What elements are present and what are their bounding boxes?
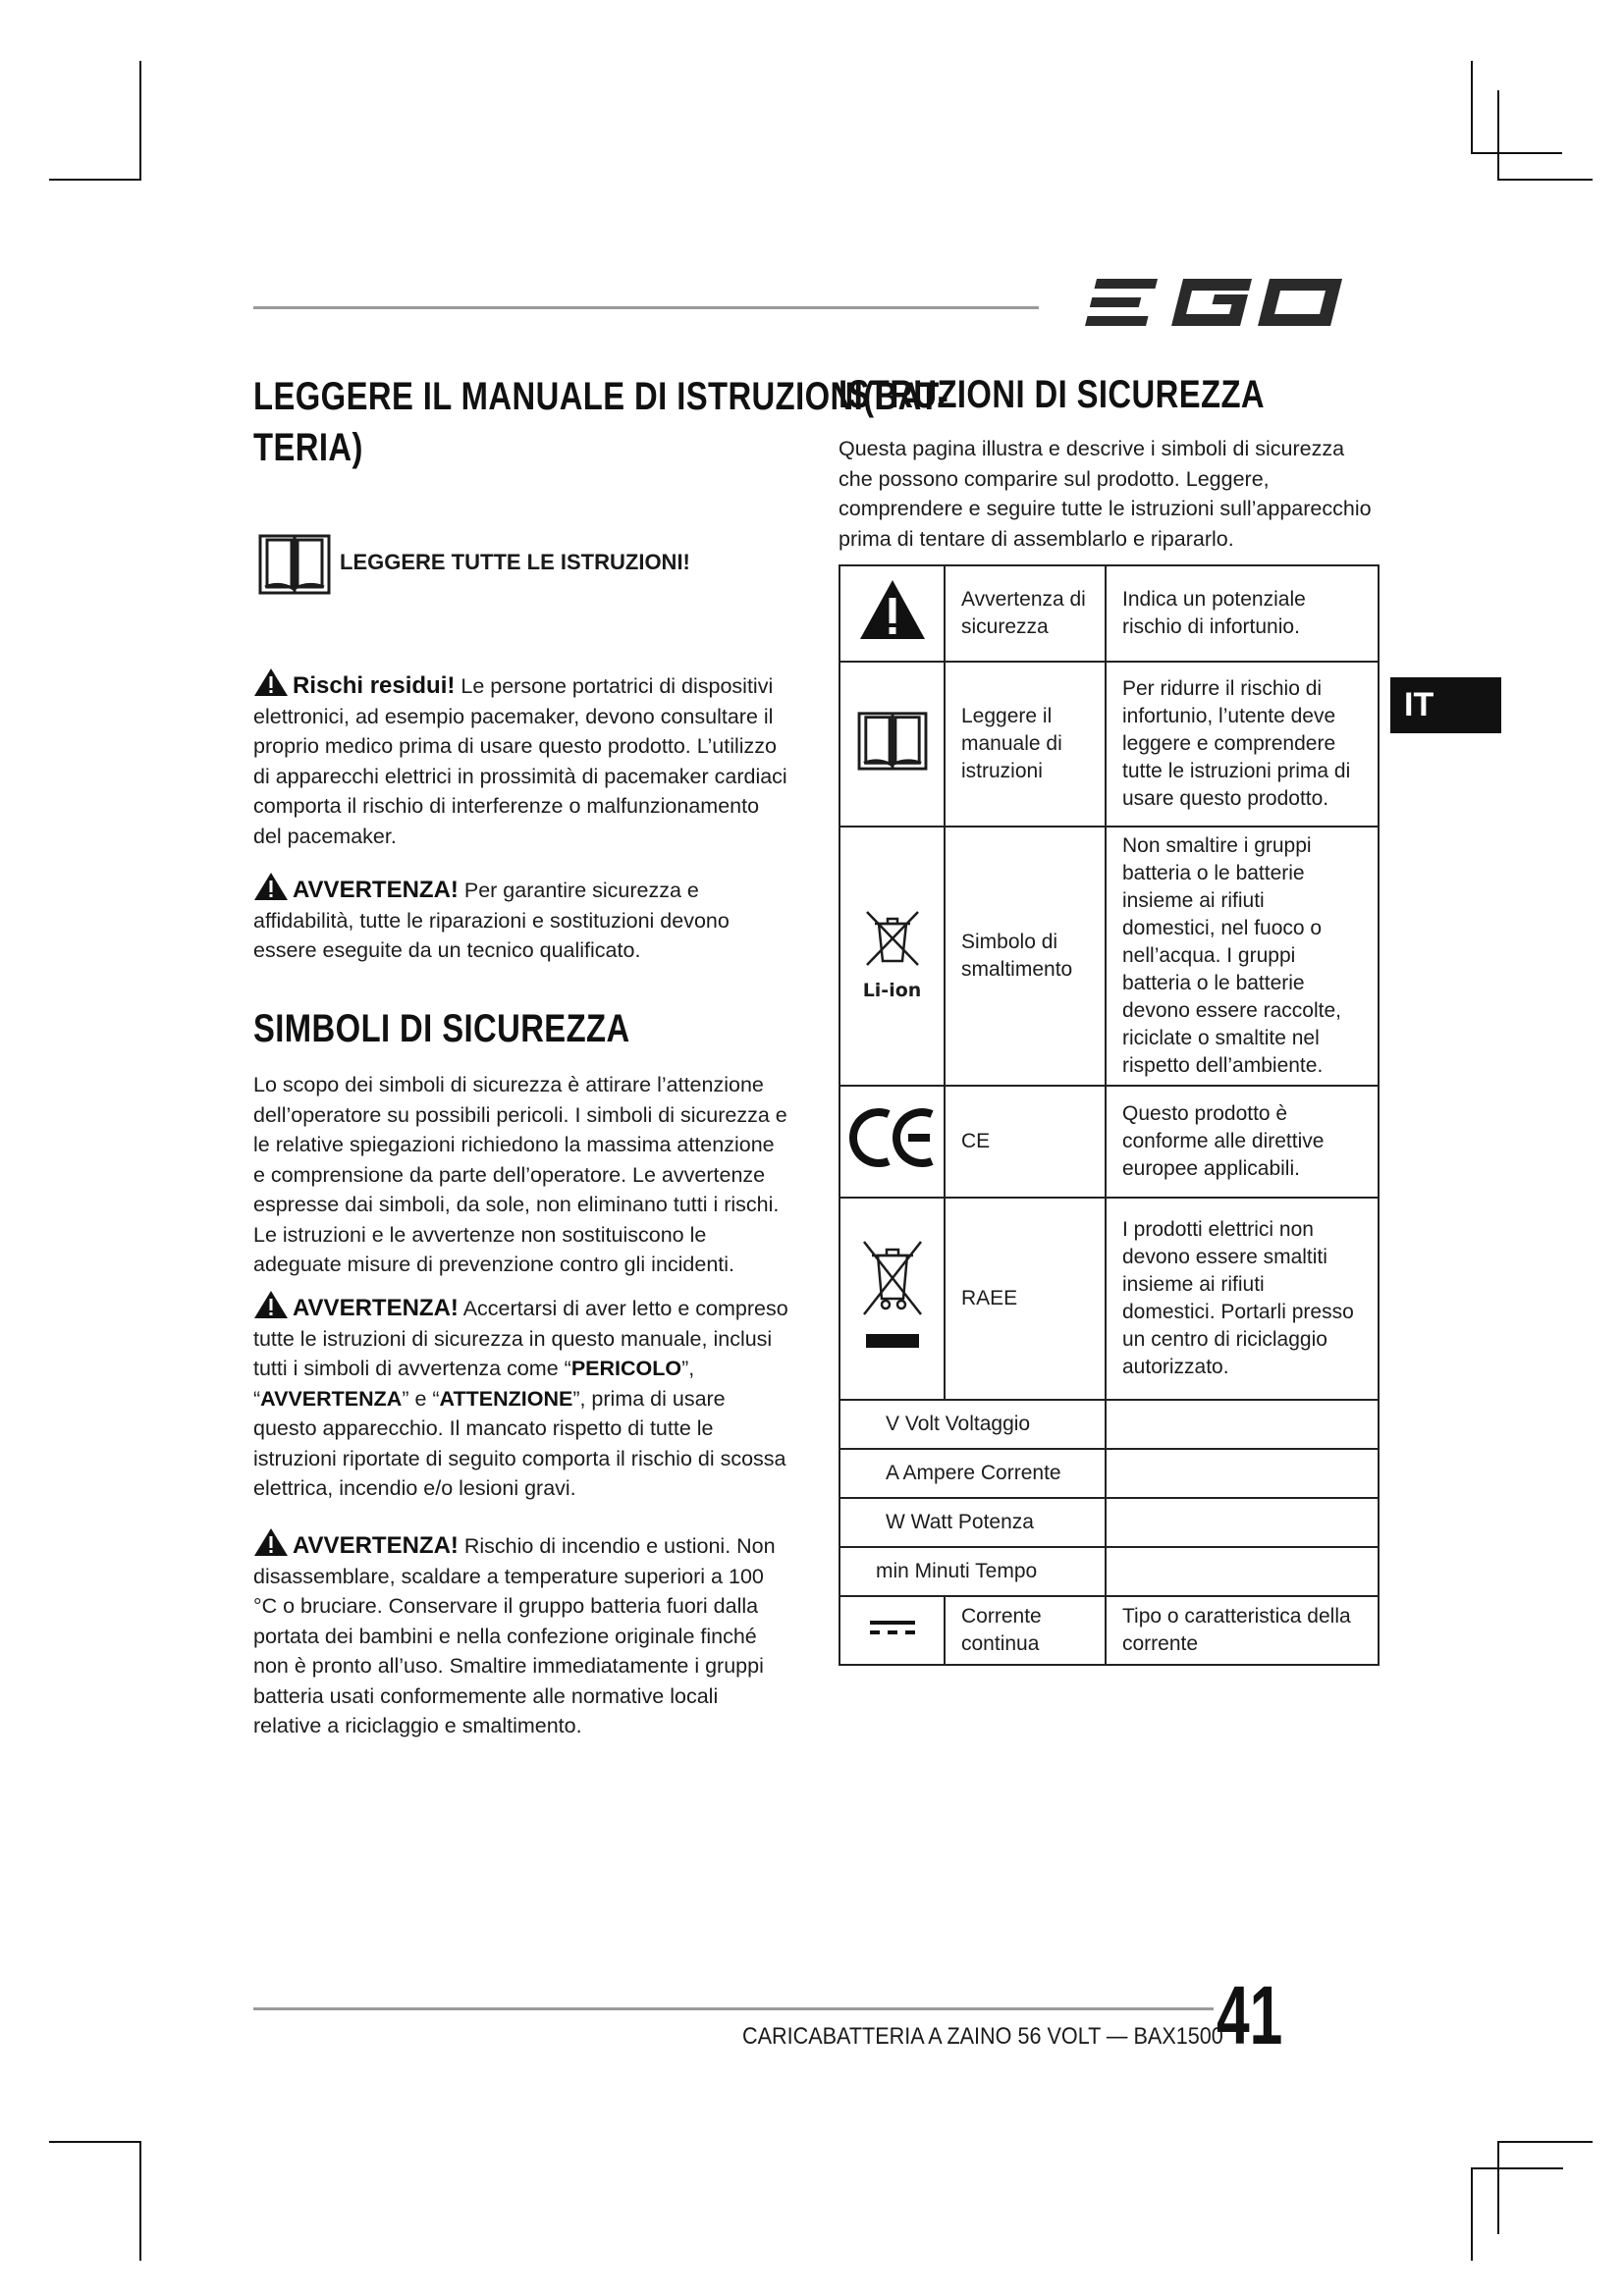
unit-cell: W Watt Potenza	[839, 1498, 1106, 1547]
weee-bin-icon	[860, 1236, 925, 1354]
empty-cell	[1106, 1449, 1379, 1498]
table-row	[839, 1498, 1379, 1547]
symbol-cell	[839, 1596, 945, 1665]
crop-mark	[139, 61, 141, 181]
direct-current-icon	[870, 1619, 915, 1636]
unit-cell: V Volt Voltaggio	[839, 1400, 1106, 1449]
crop-mark	[1497, 2141, 1499, 2234]
symbol-cell	[839, 827, 945, 1086]
safety-symbols-heading: SIMBOLI DI SICUREZZA	[253, 1007, 630, 1050]
symbol-description: Indica un potenziale rischio di infortunio.	[1106, 565, 1379, 662]
table-row	[839, 1547, 1379, 1596]
crop-mark	[49, 179, 141, 181]
warning-triangle-icon	[253, 667, 289, 697]
table-row	[839, 1449, 1379, 1498]
table-row	[839, 827, 1379, 1086]
crossed-bin-icon	[863, 908, 922, 969]
symbol-name: CE	[945, 1086, 1106, 1198]
symbol-description: Per ridurre il rischio di infortunio, l’utente deve leggere e comprendere tutte le istruzioni prima di usare questo prodotto.	[1106, 662, 1379, 827]
crop-mark	[1471, 2167, 1563, 2169]
table-row	[839, 1596, 1379, 1665]
symbol-cell	[839, 565, 945, 662]
crop-mark	[1497, 179, 1593, 181]
crop-mark	[1471, 2167, 1473, 2261]
footer-rule	[253, 2007, 1214, 2010]
symbol-description: I prodotti elettrici non devono essere smaltiti insieme ai rifiuti domestici. Portarli presso un centro di riciclaggio autorizzato.	[1106, 1198, 1379, 1400]
crop-mark	[1471, 61, 1473, 154]
warning-fire-paragraph: AVVERTENZA! Rischio di incendio e ustioni. Non disassemblare, scaldare a temperature superiori a 100 °C o bruciare. Conservare il gruppo batteria fuori dalla portata dei bambini e nella confezione originale finché non è pronto all’uso. Smaltire immediatamente i gruppi batteria usati conformemente alle normative locali relative a riciclaggio e smaltimento.	[253, 1527, 788, 1741]
warning-repairs-paragraph: AVVERTENZA! Per garantire sicurezza e affidabilità, tutte le riparazioni e sostituzioni devono essere eseguite da un tecnico qualificato.	[253, 872, 788, 966]
empty-cell	[1106, 1400, 1379, 1449]
safety-symbols-paragraph: Lo scopo dei simboli di sicurezza è attirare l’attenzione dell’operatore su possibili pericoli. I simboli di sicurezza e le relative spiegazioni richiedono la massima attenzione e comprensione da parte dell’operatore. Le avvertenze espresse dai simboli, da sole, non eliminano tutti i rischi. Le istruzioni e le avvertenze non sostituiscono le adeguate misure di prevenzione contro gli incidenti.	[253, 1073, 787, 1276]
warning-read-all-paragraph: AVVERTENZA! Accertarsi di aver letto e compreso tutte le istruzioni di sicurezza in questo manuale, inclusi tutti i simboli di avvertenza come “PERICOLO”, “AVVERTENZA” e “ATTENZIONE”, prima di usare questo apparecchio. Il mancato rispetto di tutte le istruzioni riportate di seguito comporta il rischio di scossa elettrica, incendio e/o lesioni gravi.	[253, 1290, 788, 1504]
table-row	[839, 662, 1379, 827]
symbol-cell	[839, 1198, 945, 1400]
symbol-name: Leggere il manuale di istruzioni	[945, 662, 1106, 827]
symbols-table	[839, 564, 1380, 1666]
symbol-cell	[839, 1086, 945, 1198]
warning-triangle-icon	[253, 1527, 289, 1557]
page-number: 41	[1217, 1969, 1283, 2061]
crop-mark	[1497, 90, 1499, 181]
residual-risks-paragraph: Rischi residui! Le persone portatrici di dispositivi elettronici, ad esempio pacemaker, devono consultare il proprio medico prima di usare questo prodotto. L’utilizzo di apparecchi elettrici in prossimità di pacemaker cardiaci comporta il rischio di interferenze o malfunzionamento del pacemaker.	[253, 667, 788, 851]
brand-logo	[1078, 267, 1377, 338]
footer-product-title: CARICABATTERIA A ZAINO 56 VOLT — BAX1500	[742, 2023, 1223, 2050]
read-all-label: LEGGERE TUTTE LE ISTRUZIONI!	[340, 550, 690, 574]
table-row	[839, 1400, 1379, 1449]
crop-mark	[49, 2141, 141, 2143]
open-book-icon	[257, 530, 332, 597]
unit-cell: A Ampere Corrente	[839, 1449, 1106, 1498]
empty-cell	[1106, 1498, 1379, 1547]
symbol-name: Simbolo di smaltimento	[945, 827, 1106, 1086]
crop-mark	[1497, 2141, 1593, 2143]
crop-mark	[1471, 152, 1562, 154]
empty-cell	[1106, 1547, 1379, 1596]
symbol-name: Avvertenza di sicurezza	[945, 565, 1106, 662]
unit-cell: min Minuti Tempo	[839, 1547, 1106, 1596]
ce-mark-icon	[847, 1106, 938, 1169]
open-book-icon	[856, 708, 929, 773]
crop-mark	[139, 2141, 141, 2261]
warning-triangle-icon	[253, 872, 289, 901]
table-row	[839, 1198, 1379, 1400]
safety-instructions-intro: Questa pagina illustra e descrive i simboli di sicurezza che possono comparire sul prodotto. Leggere, comprendere e seguire tutte le istruzioni sull’apparecchio prima di tentare di assemblarlo e ripararlo.	[839, 437, 1372, 551]
symbol-description: Questo prodotto è conforme alle direttive europee applicabili.	[1106, 1086, 1379, 1198]
symbol-name: Corrente continua	[945, 1596, 1106, 1665]
table-row	[839, 565, 1379, 662]
read-manual-heading: LEGGERE IL MANUALE DI ISTRUZIONI(BAT- TERIA)	[253, 375, 949, 469]
safety-instructions-heading: ISTRUZIONI DI SICUREZZA	[839, 373, 1266, 416]
warning-triangle-icon	[253, 1290, 289, 1319]
language-tab: IT	[1390, 677, 1501, 733]
symbol-description: Tipo o caratteristica della corrente	[1106, 1596, 1379, 1665]
symbol-cell	[839, 662, 945, 827]
li-ion-label: Li-ion	[862, 980, 922, 1001]
table-row	[839, 1086, 1379, 1198]
header-rule	[253, 306, 1039, 309]
warning-triangle-icon	[858, 578, 927, 641]
symbol-description: Non smaltire i gruppi batteria o le batterie insieme ai rifiuti domestici, nel fuoco o nell’acqua. I gruppi batteria o le batterie devono essere raccolte, riciclate o smaltite nel rispetto dell’ambiente.	[1106, 827, 1379, 1086]
symbol-name: RAEE	[945, 1198, 1106, 1400]
